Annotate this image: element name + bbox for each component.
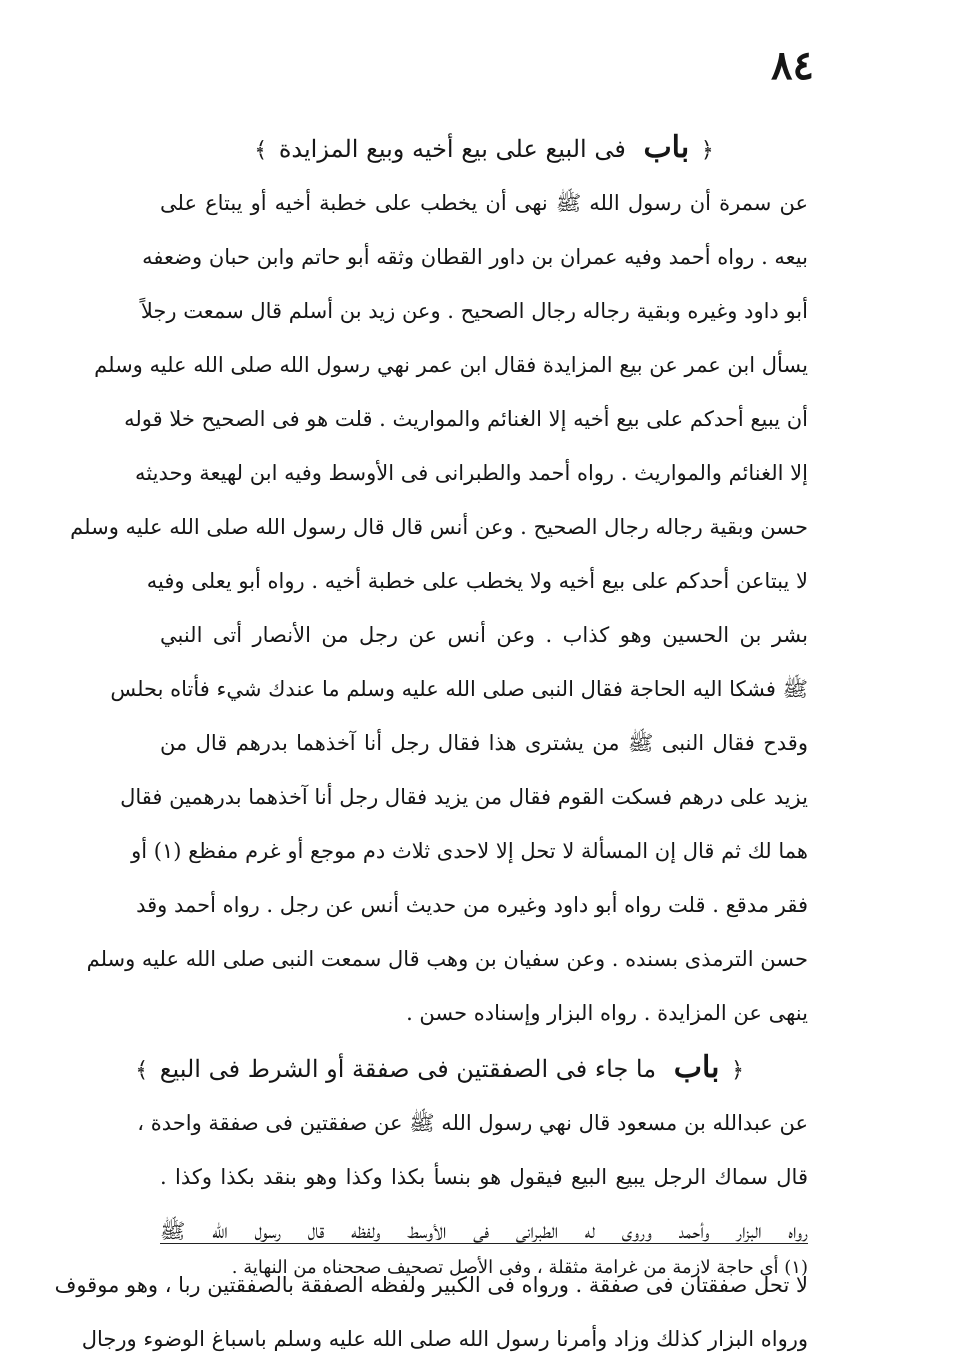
- text-line: ﷺ فشكا اليه الحاجة فقال النبى صلى الله عليه وسلم ما عندك شيء فأتاه بحلس: [110, 677, 808, 701]
- text-line: يسأل ابن عمر عن بيع المزايدة فقال ابن عمر نهي رسول الله صلى الله عليه وسلم: [94, 353, 808, 377]
- page-body: [54, 120, 808, 1366]
- text-line: ينهى عن المزايدة . رواه البزار وإسناده حسن .: [406, 1001, 808, 1025]
- text-line: يزيد على درهم فسكت القوم فقال من يزيد فقال رجل أنا آخذهما بدرهمين فقال: [120, 785, 808, 809]
- text-line: وقدح فقال النبى ﷺ من يشترى هذا فقال رجل أنا آخذهما بدرهم قال من: [160, 731, 808, 755]
- text-line: لا تحل صفقتان فى صفقة . ورواه فى الكبير ولفظه الصفقة بالصفقتين ربا ، وهو موقوف: [54, 1273, 808, 1297]
- section-title: فى البيع على بيع أخيه وبيع المزايدة: [278, 135, 626, 163]
- section-label: باب: [673, 1050, 720, 1085]
- text-line: حسن وبقية رجاله رجال الصحيح . وعن أنس قال قال رسول الله صلى الله عليه وسلم: [70, 515, 808, 539]
- text-line: بشر بن الحسين وهو كذاب . وعن أنس عن رجل من الأنصار أتى النبي: [160, 623, 808, 647]
- text-line: بيعه . رواه أحمد وفيه عمران بن داور القطان وثقه أبو حاتم وابن حبان وضعفه: [142, 245, 808, 269]
- text-line: قال سماك الرجل يبيع البيع فيقول هو بنسأ بكذا وكذا وهو بنقد بكذا وكذا .: [160, 1165, 808, 1189]
- footnote: (١) أى حاجة لازمة من غرامة مثقلة ، وفى الأصل تصحيف صححناه من النهاية .: [231, 1257, 808, 1278]
- text-line: فقر مدقع . قلت رواه أبو داود وغيره من حديث أنس عن رجل . رواه أحمد وقد: [136, 893, 808, 917]
- page-number: ٨٤: [771, 42, 814, 89]
- text-line: عن عبدالله بن مسعود قال نهي رسول الله ﷺ عن صفقتين فى صفقة واحدة ،: [137, 1111, 808, 1135]
- section-heading-1: ﴿ باب فى البيع على بيع أخيه وبيع المزايدة ﴾: [254, 130, 714, 165]
- text-line: عن سمرة أن رسول الله ﷺ نهى أن يخطب على خطبة أخيه أو يبتاع على: [160, 191, 808, 215]
- text-line: حسن الترمذى بسنده . وعن سفيان بن وهب قال سمعت النبى صلى الله عليه وسلم: [86, 947, 808, 971]
- section-title: ما جاء فى الصفقتين فى صفقة أو الشرط فى البيع: [159, 1055, 657, 1083]
- footnote-divider: [160, 1243, 808, 1244]
- text-line: ورواه البزار كذلك وزاد وأمرنا رسول الله صلى الله عليه وسلم باسباغ الوضوء ورجال: [81, 1327, 808, 1351]
- text-line: لا يبتاعن أحدكم على بيع أخيه ولا يخطب على خطبة أخيه . رواه أبو يعلى وفيه: [146, 569, 808, 593]
- text-line: أن يبيع أحدكم على بيع أخيه إلا الغنائم والمواريث . قلت هو فى الصحيح خلا قوله: [124, 407, 808, 431]
- text-line: رواه البزار وأحمد وروى له الطبرانى فى الأوسط ولفظه قال رسول الله ﷺ: [160, 1219, 808, 1243]
- text-line: أبو داود وغيره وبقية رجاله رجال الصحيح . وعن زيد بن أسلم قال سمعت رجلاً: [140, 299, 808, 323]
- section-heading-2: ﴿ باب ما جاء فى الصفقتين فى صفقة أو الشرط فى البيع ﴾: [135, 1050, 744, 1085]
- section-label: باب: [643, 130, 690, 165]
- text-line: إلا الغنائم والمواريث . رواه أحمد والطبرانى فى الأوسط وفيه ابن لهيعة وحديثه: [135, 461, 808, 485]
- text-line: هما لك ثم قال إن المسألة لا تحل إلا لاحدى ثلاث دم موجع أو غرم مفظع (١) أو: [131, 839, 808, 863]
